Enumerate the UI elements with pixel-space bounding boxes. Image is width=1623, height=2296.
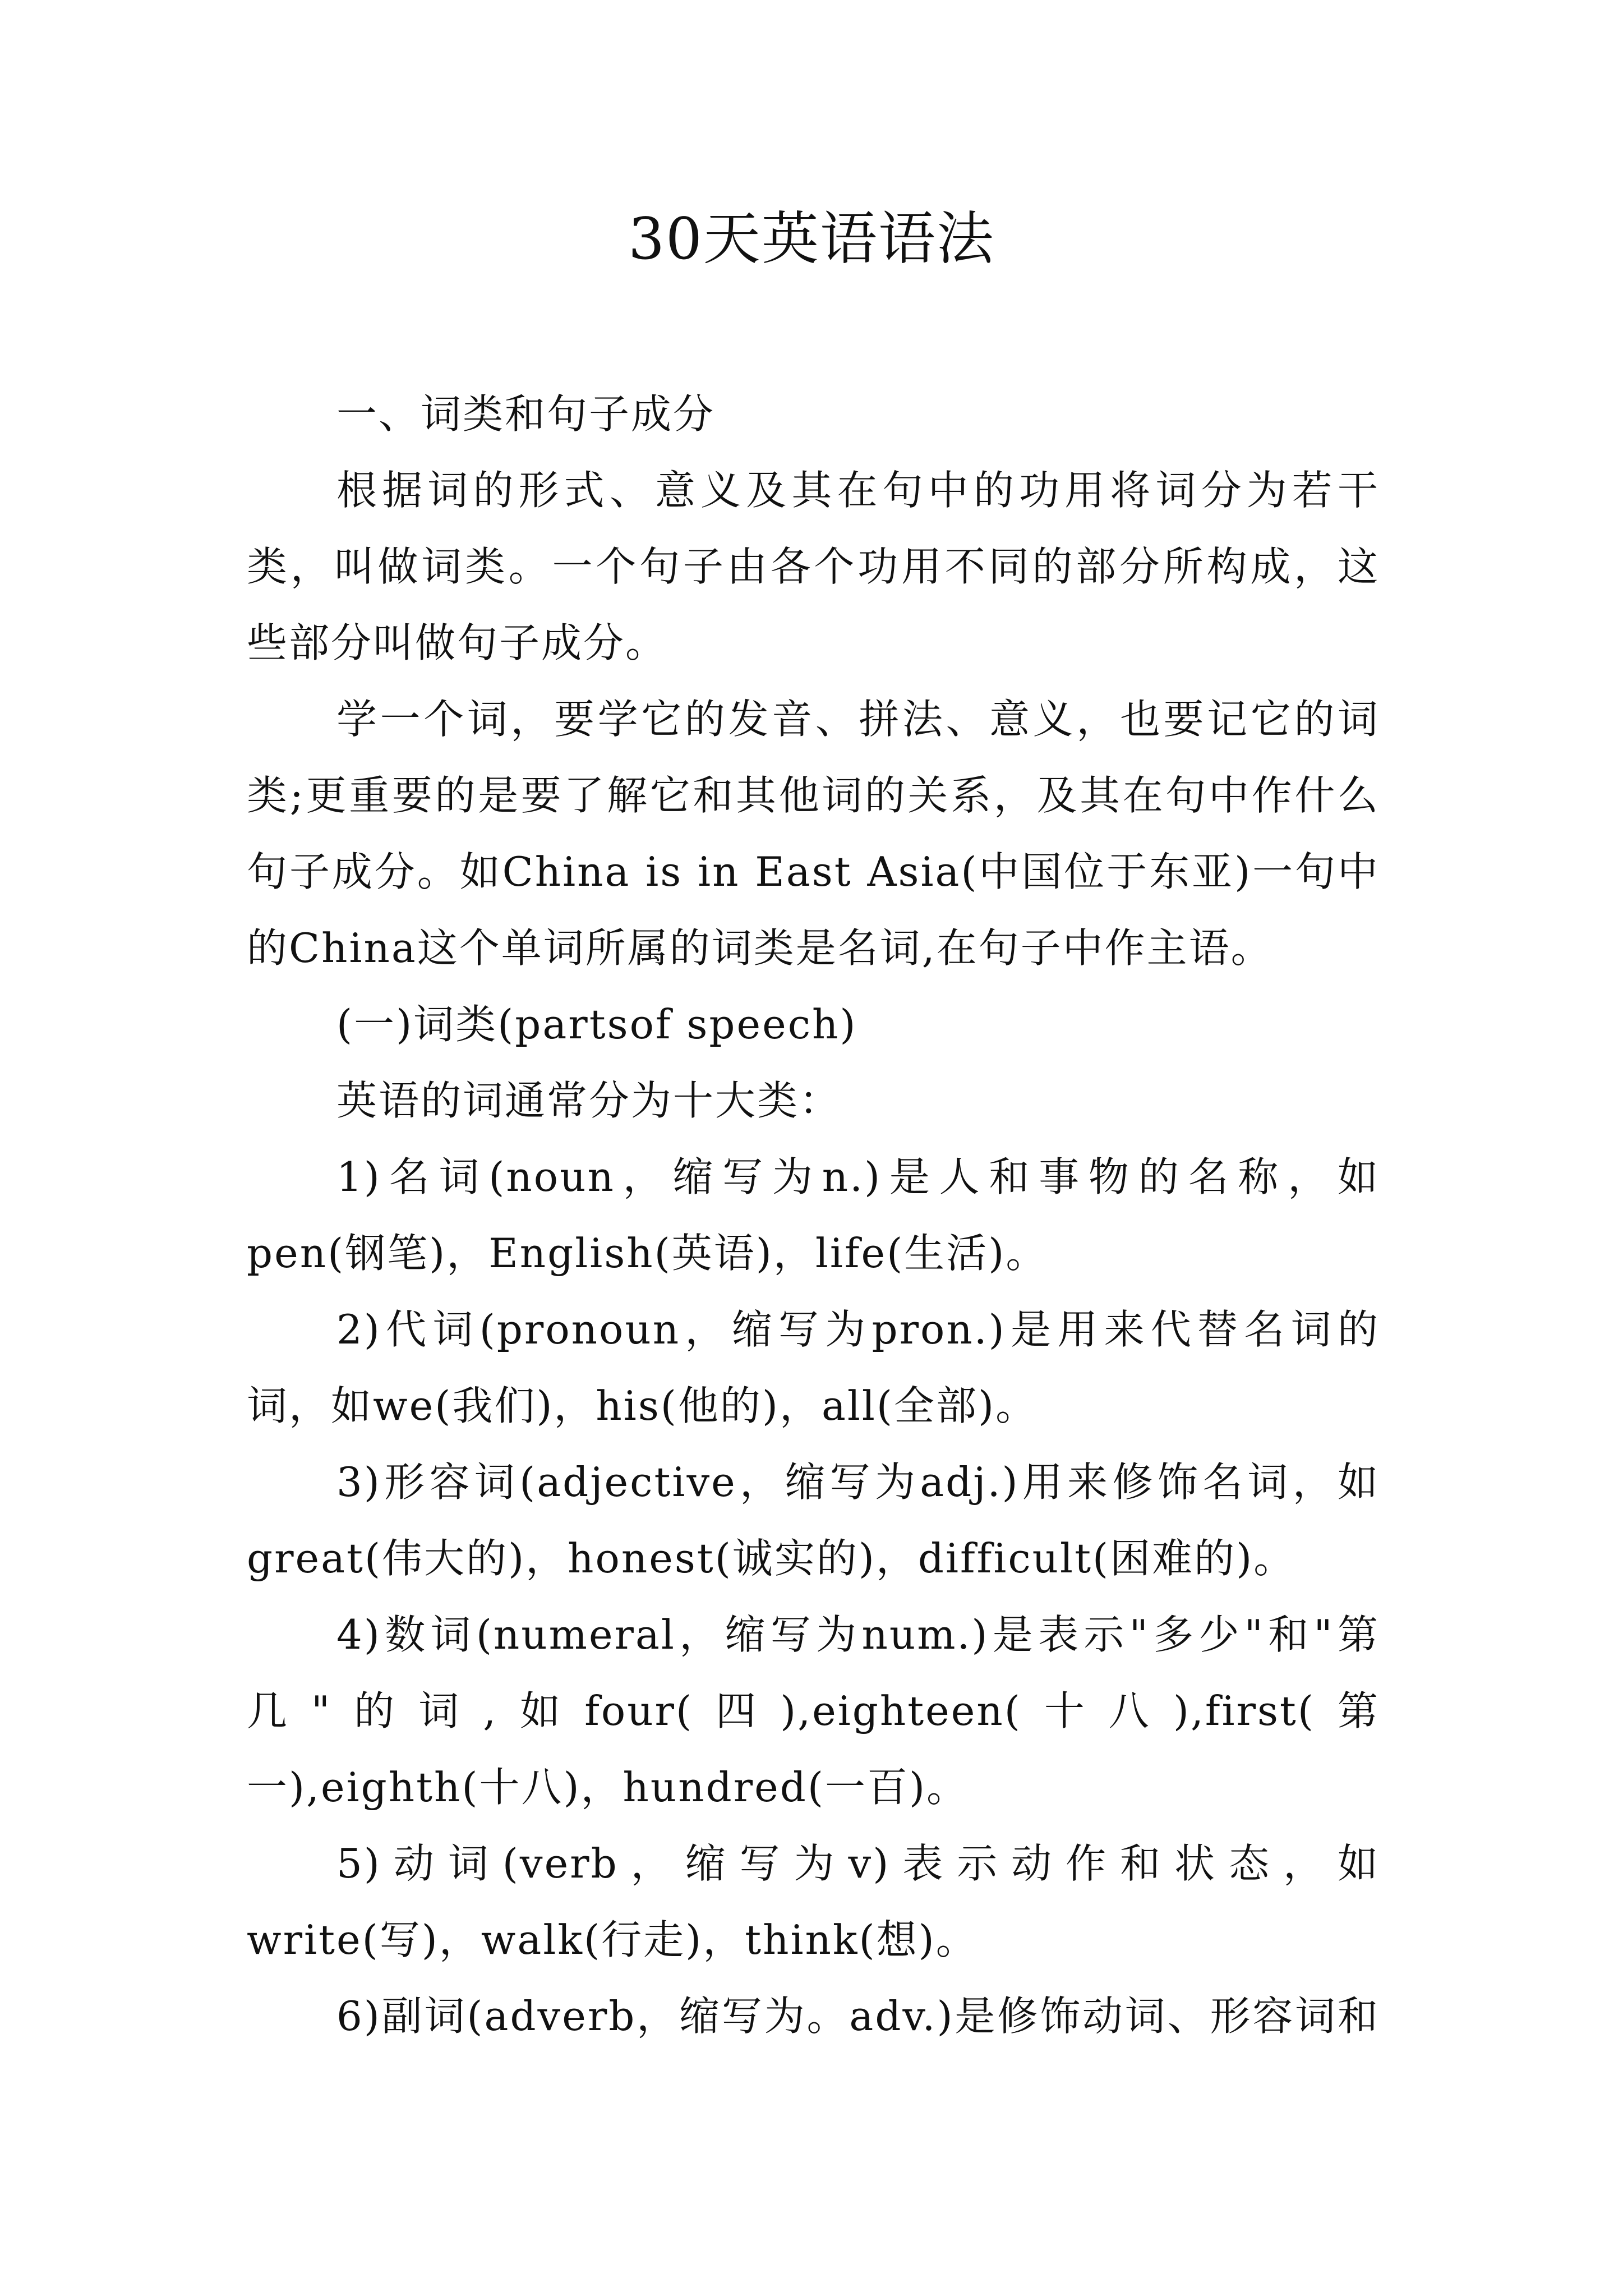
paragraph-word-classes-definition: 根据词的形式、意义及其在句中的功用将词分为若干类，叫做词类。一个句子由各个功用不同的部分所构成，这些部分叫做句子成分。 xyxy=(247,467,1380,666)
document-title: 30天英语语法 xyxy=(628,206,995,273)
document-body xyxy=(247,376,1380,2054)
list-item-numeral: 4)数词(numeral，缩写为num.)是表示"多少"和"第几"的词,如four(四),eighteen(十八),first(第一),eighth(十八)，hundred(一百)。 xyxy=(247,1611,1380,1811)
paragraph-learning-words: 学一个词，要学它的发音、拼法、意义，也要记它的词类;更重要的是要了解它和其他词的关系，及其在句中作什么句子成分。如China is in East Asia(中国位于东亚)一句中的China这个单词所属的词类是名词,在句子中作主语。 xyxy=(247,696,1380,972)
list-item-pronoun: 2)代词(pronoun，缩写为pron.)是用来代替名词的词，如we(我们)，his(他的)，all(全部)。 xyxy=(247,1306,1380,1429)
subheading-word-classes: (一)词类(partsof speech) xyxy=(336,1001,857,1048)
list-item-noun: 1)名词(noun，缩写为n.)是人和事物的名称，如pen(钢笔)，English(英语)，life(生活)。 xyxy=(247,1153,1380,1277)
section-heading-parts-of-speech: 一、词类和句子成分 xyxy=(336,390,716,438)
paragraph-ten-classes: 英语的词通常分为十大类： xyxy=(336,1077,842,1124)
list-item-verb: 5)动词(verb，缩写为v)表示动作和状态，如write(写)，walk(行走)，think(想)。 xyxy=(247,1840,1380,1963)
list-item-adverb: 6)副词(adverb，缩写为。adv.)是修饰动词、形容词和 xyxy=(336,1993,1380,2040)
list-item-adjective: 3)形容词(adjective，缩写为adj.)用来修饰名词，如great(伟大的)，honest(诚实的)，difficult(困难的)。 xyxy=(247,1458,1380,1582)
